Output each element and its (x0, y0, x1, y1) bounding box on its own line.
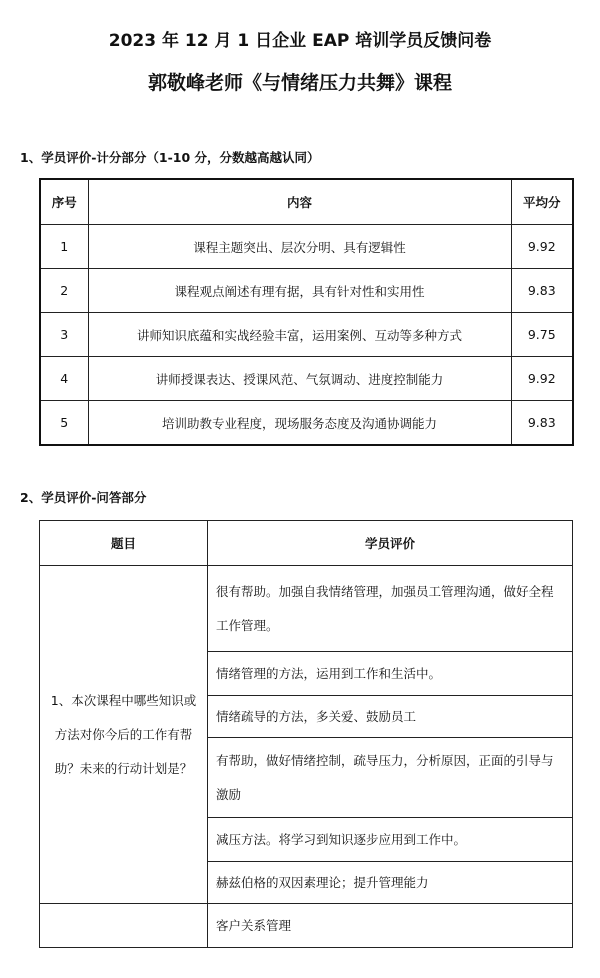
section2-heading: 2、学员评价-问答部分 (20, 490, 147, 505)
row-avg: 9.92 (511, 357, 573, 401)
row-content: 课程主题突出、层次分明、具有逻辑性 (88, 225, 511, 269)
column-header-question: 题目 (40, 521, 208, 566)
table-row (40, 566, 573, 652)
qa-table (39, 520, 573, 948)
question-cell: 1、本次课程中哪些知识或方法对你今后的工作有帮助？未来的行动计划是？ (40, 566, 208, 904)
row-content: 培训助教专业程度，现场服务态度及沟通协调能力 (88, 401, 511, 446)
score-table (39, 178, 574, 446)
table-row (40, 401, 573, 446)
row-content: 课程观点阐述有理有据，具有针对性和实用性 (88, 269, 511, 313)
evaluation-cell: 客户关系管理 (208, 904, 573, 948)
score-table-header (40, 179, 573, 225)
table-row (40, 269, 573, 313)
row-content: 讲师知识底蕴和实战经验丰富，运用案例、互动等多种方式 (88, 313, 511, 357)
evaluation-cell: 情绪管理的方法，运用到工作和生活中。 (208, 652, 573, 696)
row-no: 2 (40, 269, 88, 313)
column-header-evaluation: 学员评价 (208, 521, 573, 566)
row-content: 讲师授课表达、授课风范、气氛调动、进度控制能力 (88, 357, 511, 401)
row-avg: 9.75 (511, 313, 573, 357)
evaluation-cell: 有帮助，做好情绪控制，疏导压力，分析原因，正面的引导与激励 (208, 738, 573, 818)
table-row (40, 904, 573, 948)
evaluation-cell: 很有帮助。加强自我情绪管理，加强员工管理沟通，做好全程工作管理。 (208, 566, 573, 652)
column-header-avg: 平均分 (511, 179, 573, 225)
column-header-no: 序号 (40, 179, 88, 225)
row-no: 3 (40, 313, 88, 357)
evaluation-cell: 减压方法。将学习到知识逐步应用到工作中。 (208, 818, 573, 862)
table-row (40, 313, 573, 357)
row-no: 1 (40, 225, 88, 269)
evaluation-cell: 情绪疏导的方法，多关爱、鼓励员工 (208, 696, 573, 738)
evaluation-cell: 赫兹伯格的双因素理论；提升管理能力 (208, 862, 573, 904)
row-avg: 9.83 (511, 269, 573, 313)
course-title: 郭敬峰老师《与情绪压力共舞》课程 (147, 72, 452, 94)
row-no: 5 (40, 401, 88, 446)
row-avg: 9.83 (511, 401, 573, 446)
row-avg: 9.92 (511, 225, 573, 269)
section1-heading: 1、学员评价-计分部分（1-10 分，分数越高越认同） (20, 150, 320, 165)
row-no: 4 (40, 357, 88, 401)
column-header-content: 内容 (88, 179, 511, 225)
table-row (40, 225, 573, 269)
table-row (40, 357, 573, 401)
empty-question-cell (40, 904, 208, 948)
qa-table-header (40, 521, 573, 566)
document-title: 2023 年 12 月 1 日企业 EAP 培训学员反馈问卷 (108, 31, 492, 51)
